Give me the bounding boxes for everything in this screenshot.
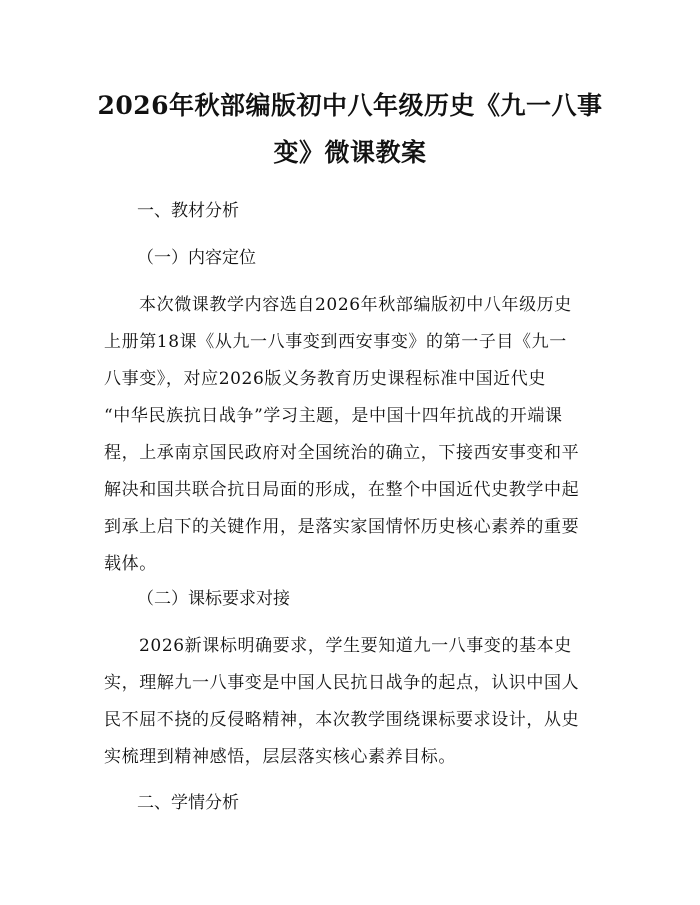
paragraph-line: 本次微课教学内容选自2026年秋部编版初中八年级历史 <box>139 295 572 315</box>
paragraph-line: 解决和国共联合抗日局面的形成，在整个中国近代史教学中起 <box>104 480 580 500</box>
document-title-line-1: 2026年秋部编版初中八年级历史《九一八事 <box>97 91 603 120</box>
paragraph-line: 载体。 <box>104 554 157 574</box>
document-title-line-2: 变》微课教案 <box>273 138 427 167</box>
paragraph-line: 程，上承南京国民政府对全国统治的确立，下接西安事变和平 <box>104 443 580 463</box>
subsection-heading-curriculum-requirements: （二）课标要求对接 <box>137 589 290 609</box>
paragraph-line: “中华民族抗日战争”学习主题，是中国十四年抗战的开端课 <box>104 406 563 426</box>
paragraph-line: 2026新课标明确要求，学生要知道九一八事变的基本史 <box>139 636 572 656</box>
paragraph-line: 到承上启下的关键作用，是落实家国情怀历史核心素养的重要 <box>104 517 580 537</box>
paragraph-line: 实梳理到精神感悟，层层落实核心素养目标。 <box>104 747 456 767</box>
paragraph-line: 八事变》，对应2026版义务教育历史课程标准中国近代史 <box>104 369 546 389</box>
paragraph-line: 实，理解九一八事变是中国人民抗日战争的起点，认识中国人 <box>104 673 580 693</box>
paragraph-line: 上册第18课《从九一八事变到西安事变》的第一子目《九一 <box>104 332 567 352</box>
section-heading-learner-analysis: 二、学情分析 <box>137 793 239 813</box>
section-heading-textbook-analysis: 一、教材分析 <box>137 201 239 221</box>
paragraph-line: 民不屈不挠的反侵略精神，本次教学围绕课标要求设计，从史 <box>104 710 580 730</box>
subsection-heading-content-positioning: （一）内容定位 <box>137 248 256 268</box>
